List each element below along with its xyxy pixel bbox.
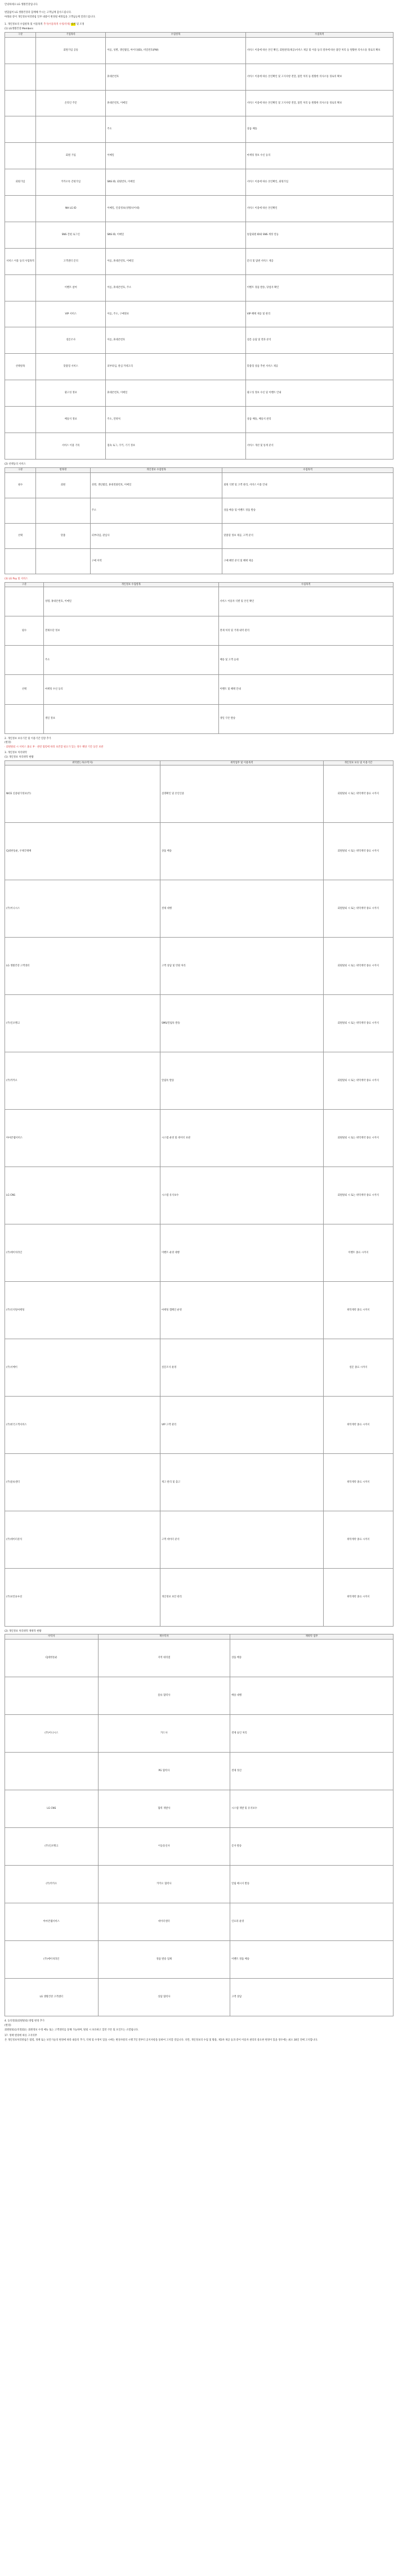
table-cell: (주)한국고객서비스 <box>5 1397 160 1454</box>
table-cell: 이름, 휴대폰번호, 이메일 <box>106 248 245 274</box>
table-cell: NH LG ID <box>36 196 106 222</box>
table-cell: (주)에이치라인 <box>5 1941 99 1979</box>
table-cell: 이름, 성별, 생년월일, 아이디(ID), 비밀번호(PW) <box>106 37 245 64</box>
table-row <box>5 1511 393 1569</box>
table-row <box>5 1454 393 1511</box>
table-cell: 위탁계약 종료 시까지 <box>323 1397 393 1454</box>
table-cell: 아마존웹서비스 <box>5 1110 160 1167</box>
section-2-sub: (변경) <box>5 741 11 745</box>
table-cell: 배송지 정보 <box>36 407 106 433</box>
table-cell <box>5 1753 99 1790</box>
table-cell: 서비스 이용 등의 사업목적 <box>5 248 36 274</box>
table-processing-delegation <box>5 760 393 1627</box>
section-3-title: 3. 개인정보 처리위탁 <box>5 751 28 754</box>
table-cell: 접속 로그, 쿠키, 기기 정보 <box>106 433 245 459</box>
table-row <box>5 169 393 196</box>
table-cell: 실명확인 및 본인인증 <box>160 765 324 823</box>
table-cell <box>5 646 44 675</box>
table-members-collection <box>5 32 393 460</box>
greeting: 안녕하세요 LG 생활건강입니다. <box>5 3 38 6</box>
table-row <box>5 1224 393 1282</box>
table-cell: 서비스 이용자 식별 및 본인 확인 <box>218 587 393 616</box>
table-cell: 피부타입, 관심 카테고리 <box>106 354 245 380</box>
table-cell: 주소 <box>106 116 245 143</box>
table-header-cell: 구분 <box>5 467 36 472</box>
table-cell: 카카오 협력사 <box>98 1866 230 1903</box>
intro-section <box>5 3 393 31</box>
table-cell: (주)카카오 <box>5 1866 99 1903</box>
table-lgpay <box>5 582 393 734</box>
section-4 <box>5 2020 393 2032</box>
table-optional-consent <box>5 467 393 574</box>
table-cell: 상품 배송 <box>245 116 393 143</box>
table-cell: (주)물류센터 <box>5 1454 160 1511</box>
table-cell: LG 생활건강 고객센터 <box>5 938 160 995</box>
table-cell: 회원탈퇴 시 또는 위탁계약 종료 시까지 <box>323 823 393 880</box>
table-cell: 서비스 개선 및 통계 분석 <box>245 433 393 459</box>
table-cell: 설문조사 운영 <box>160 1339 324 1397</box>
table-cell <box>5 301 36 327</box>
section-1-title: 1. 개인정보의 수집항목 및 이용목적 <box>5 23 43 26</box>
table-cell: 설문조사 <box>36 327 106 354</box>
table-cell: 카드사 <box>98 1715 230 1753</box>
section-2-body: · 회원탈퇴 시 서비스 종료 후 · 관련 법령에 따라 보존할 필요가 있는 경우 해당 기간 동안 보관 <box>5 746 104 749</box>
table-cell: 맞춤형 서비스 <box>36 354 106 380</box>
table-row <box>5 90 393 116</box>
table-cell: 지역 대리점 <box>98 1640 230 1677</box>
table-cell: 이벤트 운영 대행 <box>160 1224 324 1282</box>
table-cell: 상품 배송, 배송지 관리 <box>245 407 393 433</box>
table-cell: 회원탈퇴 시 또는 위탁계약 종료 시까지 <box>323 1110 393 1167</box>
table-cell: (주)디지털마케팅 <box>5 1282 160 1339</box>
table-row <box>5 938 393 995</box>
table-row <box>5 646 393 675</box>
table-row <box>5 143 393 169</box>
table-header-cell: 수탁자 <box>5 1634 99 1640</box>
table-row <box>5 523 393 548</box>
table-cell: (주)서베이 <box>5 1339 160 1397</box>
table-cell <box>5 274 36 301</box>
table-cell: 맞춤 <box>36 523 91 548</box>
table-cell: 구매 이력 <box>90 548 222 574</box>
table-cell: 피부타입, 관심사 <box>90 523 222 548</box>
table-cell <box>5 433 36 459</box>
table-row <box>5 116 393 143</box>
table-row <box>5 380 393 407</box>
table-cell: 선택 <box>5 523 36 548</box>
table-row <box>5 327 393 354</box>
table-cell: (주)이니시스 <box>5 880 160 938</box>
table-cell: 광고성 정보 <box>36 380 106 407</box>
table-row <box>5 222 393 248</box>
table-cell <box>5 407 36 433</box>
table-cell: VIP 혜택 제공 및 관리 <box>245 301 393 327</box>
table-header-cell: 구분 <box>5 582 44 587</box>
table-cell <box>36 64 106 90</box>
section-1-added-note: 추가(이용목적 수정/삭제) <box>43 23 70 26</box>
table-cell: CJ대한통운 <box>5 1640 99 1677</box>
table-cell: 결제수단 정보 <box>44 616 219 646</box>
table-cell: 주소 <box>90 498 222 523</box>
table-cell: 서비스 이용에 따른 본인확인 및 고지사항 전달, 불만 처리 등 원활한 의사소통 경로의 확보 <box>245 64 393 90</box>
table-cell: 카카오톡 간편가입 <box>36 169 106 196</box>
table-header-cell: 수집항목 <box>106 32 245 37</box>
table-cell: 위탁계약 종료 시까지 <box>323 1454 393 1511</box>
table-cell: 개인정보 보안 관리 <box>160 1569 324 1626</box>
table-cell: 아마존웹서비스 <box>5 1903 99 1941</box>
table-cell: 회원 가입 <box>36 143 106 169</box>
table-cell: 성명, 생년월일, 휴대전화번호, 이메일 <box>90 472 222 498</box>
table-cell: (주)인포뱅크 <box>5 1828 99 1866</box>
table-row <box>5 354 393 380</box>
table-row <box>5 1828 393 1866</box>
table-cell: 선택항목 <box>5 354 36 380</box>
section-5-body: 본 개인정보처리방침은 법령, 정책 또는 보안기술의 변경에 따라 내용의 추가, 삭제 및 수정이 있을 시에는 변경사항의 시행 7일 전부터 공지사항을 통하여 고지할 것입니다. 다만, 개인정보의 수집 및 활용, 제3자 제공 등과 같이 이용자 권리의 중요한 변경이 있을 경우에는 최소 30일 전에 고지합니다. <box>5 2038 318 2042</box>
table-cell: (주)보안솔루션 <box>5 1569 160 1626</box>
table-row <box>5 1941 393 1979</box>
table-header-cell: 재수탁자 <box>98 1634 230 1640</box>
table-row <box>5 64 393 90</box>
table-cell: 설문 종료 시까지 <box>323 1339 393 1397</box>
subsection-1-3: (3) LG Pay 및 서비스 <box>5 577 28 580</box>
table-cell: 고객 상담 <box>230 1979 393 2016</box>
table-cell: 생일 정보 <box>44 704 219 733</box>
table-header-cell: 항목명 <box>36 467 91 472</box>
table-row <box>5 616 393 646</box>
table-row <box>5 880 393 938</box>
table-cell: 회원탈퇴 시 또는 위탁계약 종료 시까지 <box>323 1167 393 1224</box>
table-header-cell: 재위탁 업무 <box>230 1634 393 1640</box>
table-cell: (주)카카오 <box>5 1052 160 1110</box>
table-cell: 배송 대행 <box>230 1677 393 1715</box>
table-cell: 시스템 유지보수 <box>160 1167 324 1224</box>
section-4-sub: (변경) <box>5 2024 11 2028</box>
table-cell <box>5 498 36 523</box>
table-cell: 시스템 개발 및 유지보수 <box>230 1790 393 1828</box>
table-cell: (주)인포뱅크 <box>5 995 160 1052</box>
table-row <box>5 1640 393 1677</box>
table-cell: 선택 <box>5 675 44 704</box>
table-cell <box>5 37 36 64</box>
table-row <box>5 1715 393 1753</box>
table-header-cell: 개인정보 수집항목 <box>90 467 222 472</box>
table-cell <box>5 548 36 574</box>
table-cell: VIP 고객 관리 <box>160 1397 324 1454</box>
table-cell: 통합회원 ID와 SNS 계정 연동 <box>245 222 393 248</box>
table-cell: 이메일 <box>106 143 245 169</box>
table-row <box>5 248 393 274</box>
table-cell <box>5 143 36 169</box>
table-cell: 협력 개발사 <box>98 1790 230 1828</box>
table-header-cell: 개인정보 보유 및 이용기간 <box>323 760 393 765</box>
table-cell: 알림톡 발송 <box>160 1052 324 1110</box>
section-1-heading <box>5 23 393 26</box>
table-cell: 서비스 이용에 따른 본인확인, 회원가입 <box>245 169 393 196</box>
table-cell: 맞춤형 상품 추천 서비스 제공 <box>245 354 393 380</box>
table-cell: 필수 <box>5 472 36 498</box>
table-cell: 이동통신사 <box>98 1828 230 1866</box>
table-cell: 위탁계약 종료 시까지 <box>323 1511 393 1569</box>
table-cell: 온라인 주문 <box>36 90 106 116</box>
table-cell: 고객센터 문의 <box>36 248 106 274</box>
table-cell: 이름, 휴대폰번호 <box>106 327 245 354</box>
table-cell <box>36 116 106 143</box>
table-row <box>5 433 393 459</box>
table-cell: LG CNS <box>5 1790 99 1828</box>
table-cell: 회원가입 <box>5 169 36 196</box>
table-cell: 이벤트 및 혜택 안내 <box>218 675 393 704</box>
table-row <box>5 1052 393 1110</box>
table-row <box>5 704 393 733</box>
table-cell <box>5 116 36 143</box>
table-cell: 결제 정산 <box>230 1753 393 1790</box>
table-row <box>5 823 393 880</box>
table-cell: 인프라 운영 <box>230 1903 393 1941</box>
table-header-cell: 수집목적 <box>245 32 393 37</box>
table-cell: 구매 패턴 분석 및 혜택 제공 <box>222 548 393 574</box>
table-cell: 회원탈퇴 시 또는 위탁계약 종료 시까지 <box>323 938 393 995</box>
table-cell: 맞춤형 정보 제공, 고객 분석 <box>222 523 393 548</box>
table-cell: 시스템 운영 및 데이터 보관 <box>160 1110 324 1167</box>
table-cell: SNS ID, 이메일 <box>106 222 245 248</box>
table-row <box>5 995 393 1052</box>
section-2-title: 2. 개인정보 보유기간 및 이용기간 연장 추가 <box>5 737 51 740</box>
table-cell: LG 생활건강 고객센터 <box>5 1979 99 2016</box>
table-row <box>5 498 393 523</box>
table-cell <box>5 222 36 248</box>
table-header-cell: 위탁업무 및 이용목적 <box>160 760 324 765</box>
table-cell: 알림 메시지 발송 <box>230 1866 393 1903</box>
subsection-3-2: (2) 개인정보 처리위탁 재위탁 현황 <box>5 1629 42 1633</box>
table-cell: 서비스 이용에 따른 본인 확인, 회원관리(제공)서비스 제공 및 이용 등의 절차에 따른 불만 처리 등 원활한 의사소통 경로의 확보 <box>245 37 393 64</box>
section-4-body: 회원탈퇴(동의철회)는 회원정보 수정 메뉴 또는 고객센터를 통해 가능하며, 탈퇴 시 보유하고 있던 쿠폰 및 포인트는 소멸됩니다. <box>5 2028 139 2032</box>
section-1-highlight: 범위 <box>71 23 76 26</box>
table-row <box>5 765 393 823</box>
table-cell: 이메일, 인증정보(성별/나이대) <box>106 196 245 222</box>
table-cell: 휴대폰번호, 이메일 <box>106 380 245 407</box>
table-cell: 휴대폰번호, 이메일 <box>106 90 245 116</box>
table-cell: 데이터센터 <box>98 1903 230 1941</box>
table-cell: 결제 처리 및 거래 내역 관리 <box>218 616 393 646</box>
table-cell: 위탁계약 종료 시까지 <box>323 1569 393 1626</box>
table-cell <box>5 380 36 407</box>
table-cell <box>5 64 36 90</box>
table-header-cell: 구분 <box>5 32 36 37</box>
table-cell: (주)데이터분석 <box>5 1511 160 1569</box>
table-cell: NICE 신용평가정보(주) <box>5 765 160 823</box>
table-cell: (주)에이치라인 <box>5 1224 160 1282</box>
table-cell: 마케팅 캠페인 운영 <box>160 1282 324 1339</box>
table-cell: SNS ID, 회원번호, 이메일 <box>106 169 245 196</box>
table-cell: 생일 쿠폰 발송 <box>218 704 393 733</box>
table-row <box>5 1677 393 1715</box>
subsection-1-1: (1) LG생활건강 Members <box>5 28 34 31</box>
table-cell: 광고성 정보 수신 및 이벤트 안내 <box>245 380 393 407</box>
table-cell <box>5 90 36 116</box>
table-cell: 배송 및 고객 응대 <box>218 646 393 675</box>
table-cell <box>5 327 36 354</box>
table-cell: 문의 및 답변 서비스 제공 <box>245 248 393 274</box>
table-cell: VIP 서비스 <box>36 301 106 327</box>
table-cell: 회원 식별 및 고객 관리, 서비스 이용 안내 <box>222 472 393 498</box>
table-cell <box>5 587 44 616</box>
table-cell: 회원탈퇴 시 또는 위탁계약 종료 시까지 <box>323 1052 393 1110</box>
table-row <box>5 548 393 574</box>
table-row <box>5 1569 393 1626</box>
table-cell: 상품 배송 <box>230 1640 393 1677</box>
section-3-sub: (1) 개인정보 처리위탁 현황 <box>5 755 34 759</box>
table-row <box>5 1110 393 1167</box>
table-cell: PG 협력사 <box>98 1753 230 1790</box>
table-cell: 설문 응답 및 결과 분석 <box>245 327 393 354</box>
table-cell: 상담 협력사 <box>98 1979 230 2016</box>
table-cell: (주)이니시스 <box>5 1715 99 1753</box>
table-cell: 휴대폰번호 <box>106 64 245 90</box>
table-cell: 고객 데이터 분석 <box>160 1511 324 1569</box>
table-row <box>5 1167 393 1224</box>
table-cell: 이벤트 참여 <box>36 274 106 301</box>
subsection-1-2: (2) 선택동의 서비스 <box>5 462 26 466</box>
section-1-tail: 및 조정 <box>76 23 84 26</box>
table-row <box>5 472 393 498</box>
table-cell: 이벤트 종료 시까지 <box>323 1224 393 1282</box>
table-row <box>5 587 393 616</box>
table-cell: 성명, 휴대폰번호, 이메일 <box>44 587 219 616</box>
table-row <box>5 1903 393 1941</box>
intro-line-1: 변함없이 LG 생활건강과 함께해 주시는 고객님께 감사드립니다. <box>5 11 72 14</box>
table-cell: 마케팅 정보 수신 동의 <box>245 143 393 169</box>
table-row <box>5 407 393 433</box>
table-cell: 이벤트 경품 발송, 당첨자 확인 <box>245 274 393 301</box>
table-row <box>5 196 393 222</box>
table-row <box>5 301 393 327</box>
table-cell: 결제 승인 처리 <box>230 1715 393 1753</box>
table-row <box>5 675 393 704</box>
table-cell <box>5 704 44 733</box>
table-cell <box>5 1677 99 1715</box>
table-cell: 위탁계약 종료 시까지 <box>323 1282 393 1339</box>
table-cell: 상품 배송 <box>160 823 324 880</box>
table-cell: SMS/알림톡 발송 <box>160 995 324 1052</box>
table-re-delegation <box>5 1634 393 2016</box>
table-cell <box>36 548 91 574</box>
section-5 <box>5 2034 393 2042</box>
section-3 <box>5 751 393 759</box>
table-cell: 문자 발송 <box>230 1828 393 1866</box>
table-cell: 회원탈퇴 시 또는 위탁계약 종료 시까지 <box>323 765 393 823</box>
table-row <box>5 1339 393 1397</box>
table-row <box>5 37 393 64</box>
table-cell: 주소, 연락처 <box>106 407 245 433</box>
table-cell: 경품 발송 업체 <box>98 1941 230 1979</box>
table-cell: LG CNS <box>5 1167 160 1224</box>
table-cell: 이름, 주소, 구매정보 <box>106 301 245 327</box>
table-row <box>5 1979 393 2016</box>
table-cell <box>36 498 91 523</box>
table-cell: 필수 <box>5 616 44 646</box>
table-cell: 서비스 이용 기록 <box>36 433 106 459</box>
table-cell: 이벤트 경품 배송 <box>230 1941 393 1979</box>
intro-line-2: 아래와 같이 개인정보처리방침 일부 내용이 변경될 예정임을 고객님들께 알려드립니다. <box>5 15 96 19</box>
table-cell: 이름, 휴대폰번호, 주소 <box>106 274 245 301</box>
table-cell: CJ대한통운, 우체국택배 <box>5 823 160 880</box>
table-cell: 재고 관리 및 출고 <box>160 1454 324 1511</box>
table-header-cell: 개인정보 수집항목 <box>44 582 219 587</box>
table-cell: 물류 협력사 <box>98 1677 230 1715</box>
table-row <box>5 274 393 301</box>
table-row <box>5 1753 393 1790</box>
table-cell: 회원가입 공통 <box>36 37 106 64</box>
table-cell: 마케팅 수신 동의 <box>44 675 219 704</box>
table-header-cell: 기업목록 <box>36 32 106 37</box>
section-2 <box>5 737 393 749</box>
table-row <box>5 1282 393 1339</box>
table-header-cell: 위탁받는자(수탁자) <box>5 760 160 765</box>
table-row <box>5 1866 393 1903</box>
table-cell: 결제 대행 <box>160 880 324 938</box>
section-4-title: 4. 동의철회(회원탈퇴) 방법 변경 추가 <box>5 2020 45 2023</box>
table-row <box>5 1397 393 1454</box>
table-cell: 회원 <box>36 472 91 498</box>
table-row <box>5 1790 393 1828</box>
table-cell: 고객 상담 및 민원 처리 <box>160 938 324 995</box>
table-cell: 회원탈퇴 시 또는 위탁계약 종료 시까지 <box>323 995 393 1052</box>
table-cell: SNS 간편 로그인 <box>36 222 106 248</box>
table-cell: 서비스 이용에 따른 본인확인 및 고지사항 전달, 불만 처리 등 원활한 의사소통 경로의 확보 <box>245 90 393 116</box>
section-5-title: 17. 정책 변경에 따른 고지의무 <box>5 2034 37 2037</box>
table-cell: 회원탈퇴 시 또는 위탁계약 종료 시까지 <box>323 880 393 938</box>
table-cell: 서비스 이용에 따른 본인확인 <box>245 196 393 222</box>
table-cell: 상품 배송 및 이벤트 경품 발송 <box>222 498 393 523</box>
table-header-cell: 수집목적 <box>222 467 393 472</box>
table-cell: 주소 <box>44 646 219 675</box>
table-header-cell: 수집목적 <box>218 582 393 587</box>
table-cell <box>5 196 36 222</box>
